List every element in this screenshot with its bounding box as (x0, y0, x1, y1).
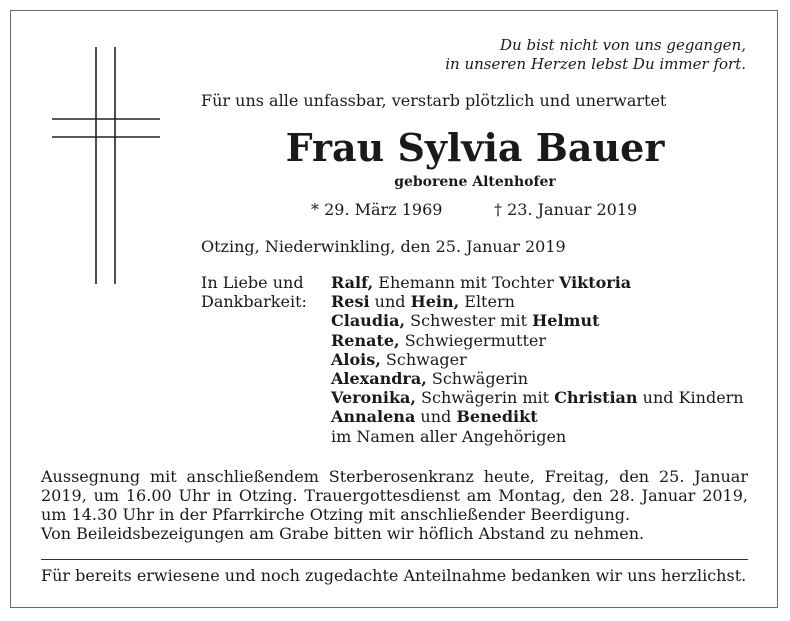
mourner-relation: Eltern (459, 292, 515, 312)
mourner-relation: und Kindern (637, 388, 744, 408)
mourner-name: Veronika, (331, 388, 416, 408)
service-info (41, 467, 748, 543)
place-date: Otzing, Niederwinkling, den 25. Januar 2019 (201, 237, 566, 256)
mourner-relation: Schwägerin (426, 369, 529, 389)
intro-text: Für uns alle unfassbar, verstarb plötzlich und unerwartet (201, 91, 667, 110)
mourner-relation: und (415, 407, 457, 427)
mourner-relation: Schwägerin mit (415, 388, 555, 408)
mourner-name: Christian (554, 388, 638, 408)
quote-line-2: in unseren Herzen lebst Du immer fort. (445, 55, 746, 73)
condolence-note: Von Beileidsbezeigungen am Grabe bitten wir höflich Abstand zu nehmen. (41, 524, 645, 543)
mourners-label-line-1: In Liebe und (201, 273, 304, 292)
mourner-relation: und (369, 292, 411, 312)
death-date: † 23. Januar 2019 (494, 200, 638, 219)
mourner-row (331, 427, 744, 446)
mourner-row (331, 331, 744, 350)
mourner-name: Renate, (331, 330, 400, 350)
maiden-name: geborene Altenhofer (394, 174, 556, 190)
mourner-row (331, 350, 744, 369)
mourner-name: Hein, (410, 292, 460, 312)
birth-date: * 29. März 1969 (311, 200, 443, 219)
mourner-row (331, 388, 744, 407)
mourner-name: Annalena (331, 407, 416, 427)
mourner-name: Resi (331, 292, 370, 312)
mourner-row (331, 311, 744, 330)
mourner-relation: Schwester mit (405, 311, 533, 331)
mourner-name: Benedikt (456, 407, 538, 427)
mourner-row (331, 292, 744, 311)
mourner-row (331, 369, 744, 388)
divider (41, 559, 748, 560)
mourner-relation: Schwiegermutter (399, 330, 547, 350)
mourners-label (201, 273, 307, 311)
mourners-label-line-2: Dankbarkeit: (201, 292, 307, 312)
mourner-row (331, 273, 744, 292)
outline-cross-icon (52, 47, 160, 284)
mourner-name: Alois, (331, 349, 381, 369)
mourner-relation: im Namen aller Angehörigen (331, 426, 567, 446)
mourner-name: Alexandra, (331, 369, 427, 389)
mourner-name: Ralf, (331, 273, 374, 292)
mourner-relation: Ehemann mit Tochter (373, 273, 559, 292)
deceased-name: Frau Sylvia Bauer (285, 125, 665, 170)
memorial-quote (416, 36, 746, 74)
mourner-name: Viktoria (558, 273, 632, 292)
service-text: Aussegnung mit anschließendem Sterberosenkranz heute, Freitag, den 25. Januar 2019, um 16.00 Uhr in Otzing. Trauergottesdienst am Montag, den 28. Januar 2019, um 14.30 Uhr in der Pfarrkirche Otzing mit anschließender Beerdigung. (41, 467, 748, 524)
mourner-name: Helmut (532, 311, 600, 331)
thanks-text: Für bereits erwiesene und noch zugedachte Anteilnahme bedanken wir uns herzlichst. (41, 566, 747, 585)
mourners-list (331, 273, 744, 446)
quote-line-1: Du bist nicht von uns gegangen, (500, 36, 746, 54)
mourner-name: Claudia, (331, 311, 406, 331)
mourner-relation: Schwager (380, 349, 467, 369)
mourner-row (331, 407, 744, 426)
